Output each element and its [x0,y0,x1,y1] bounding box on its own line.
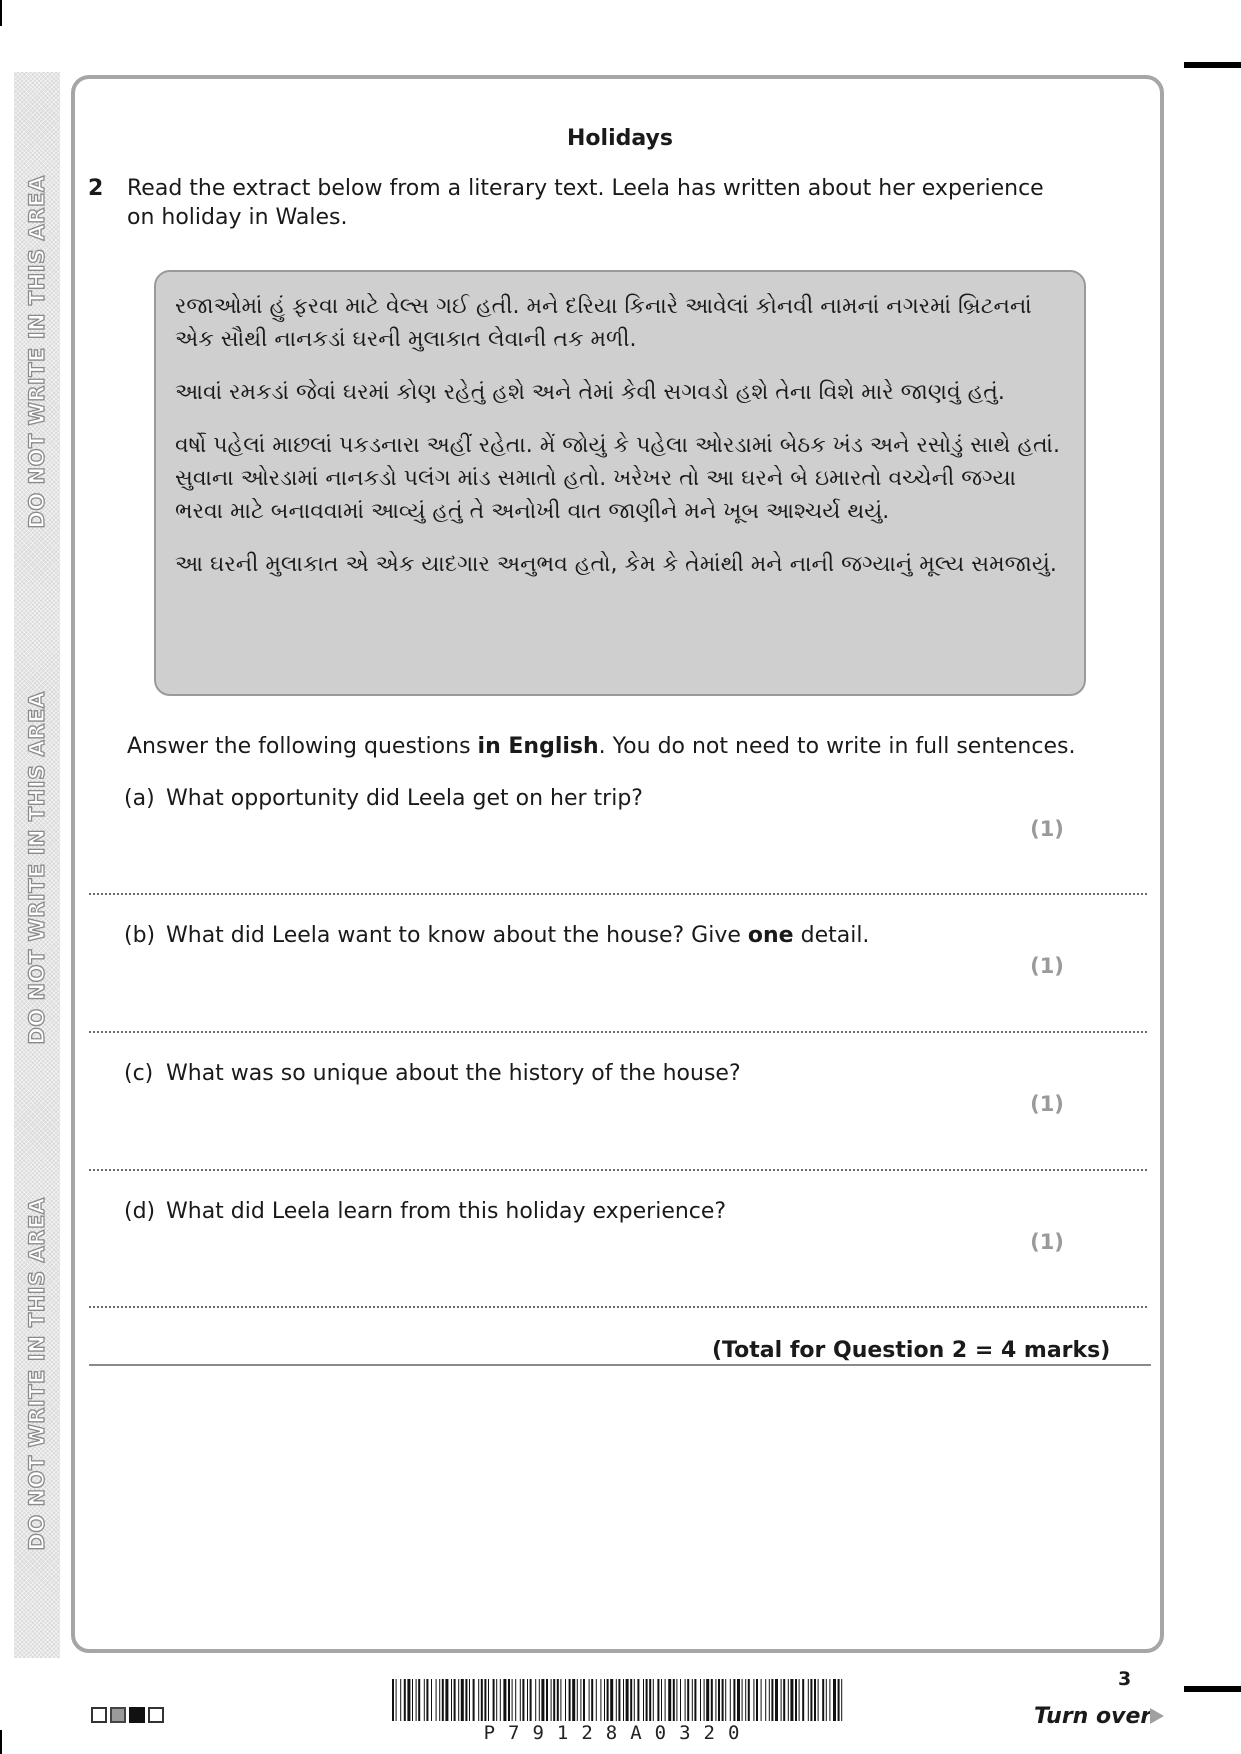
subquestion-b: (b) What did Leela want to know about the house? Give one detail. [124,923,870,948]
subquestion-a [124,786,643,811]
subquestion-text: What did Leela want to know about the house? Give [166,923,748,948]
subquestion-c [124,1061,741,1086]
subquestion-label: (c) [124,1061,154,1086]
answer-line[interactable] [89,1169,1147,1171]
crop-mark [1184,62,1241,68]
crop-mark [1184,1686,1241,1692]
answer-line[interactable] [89,893,1147,895]
square-icon [129,1707,145,1723]
extract-paragraph: વર્ષો પહેલાં માછલાં પકડનારા અહીં રહેતા. મેં જોયું કે પહેલા ઓરડામાં બેઠક ખંડ અને રસોડું સાથે હતાં. સુવાના ઓરડામાં નાનકડો પલંગ માંડ સમાતો હતો. ખરેખર તો આ ઘરને બે ઇમારતો વચ્ચેની જગ્યા ભરવા માટે બનાવવામાં આવ્યું હતું તે અનોખી વાત જાણીને મને ખૂબ આશ્ચર્ય થયું. [175,433,1060,524]
extract-paragraph: રજાઓમાં હું ફરવા માટે વેલ્સ ગઈ હતી. મને દરિયા કિનારે આવેલાં કોનવી નામનાં નગરમાં બ્રિટનનાં એક સૌથી નાનકડાં ઘરની મુલાકાત લેવાની તક મળી. [175,294,1032,352]
marks: (1) [1030,1092,1064,1116]
question-number: 2 [88,176,104,201]
crop-mark [0,0,2,26]
question-intro: Read the extract below from a literary text. Leela has written about her experience on holiday in Wales. [127,176,1044,230]
arrow-right-icon [1150,1708,1164,1724]
subquestion-label: (b) [124,923,156,948]
page-number: 3 [1118,1668,1132,1690]
extract-paragraph: આ ઘરની મુલાકાત એ એક યાદગાર અનુભવ હતો, કેમ કે તેમાંથી મને નાની જગ્યાનું મૂલ્ય સમજાયું. [175,552,1057,577]
subquestion-d [124,1199,726,1224]
marks: (1) [1030,1230,1064,1254]
answer-line[interactable] [89,1306,1147,1308]
question-total: (Total for Question 2 = 4 marks) [712,1338,1111,1363]
instruction: Answer the following questions in English. You do not need to write in full sentences. [127,734,1076,759]
answer-line[interactable] [89,1031,1147,1033]
barcode-icon [392,1679,844,1721]
marks: (1) [1030,817,1064,841]
subquestion-label: (d) [124,1199,156,1224]
marks: (1) [1030,954,1064,978]
divider [89,1364,1151,1366]
square-icon [110,1707,126,1723]
extract-box [154,270,1086,696]
subquestion-label: (a) [124,786,155,811]
square-icon [91,1707,107,1723]
subquestion-text: What opportunity did Leela get on her trip? [166,786,643,811]
extract-paragraph: આવાં રમકડાં જેવાં ઘરમાં કોણ રહેતું હશે અને તેમાં કેવી સગવડો હશે તેના વિશે મારે જાણવું હતું. [175,380,1005,405]
barcode-number: P79128A0320 [483,1722,753,1744]
turn-over-label: Turn over [1034,1704,1152,1729]
subquestion-text: What did Leela learn from this holiday experience? [166,1199,727,1224]
square-icon [148,1707,164,1723]
section-title: Holidays [567,126,673,151]
crop-mark [0,1730,2,1754]
subquestion-text: What was so unique about the history of the house? [166,1061,741,1086]
registration-squares [91,1707,167,1723]
